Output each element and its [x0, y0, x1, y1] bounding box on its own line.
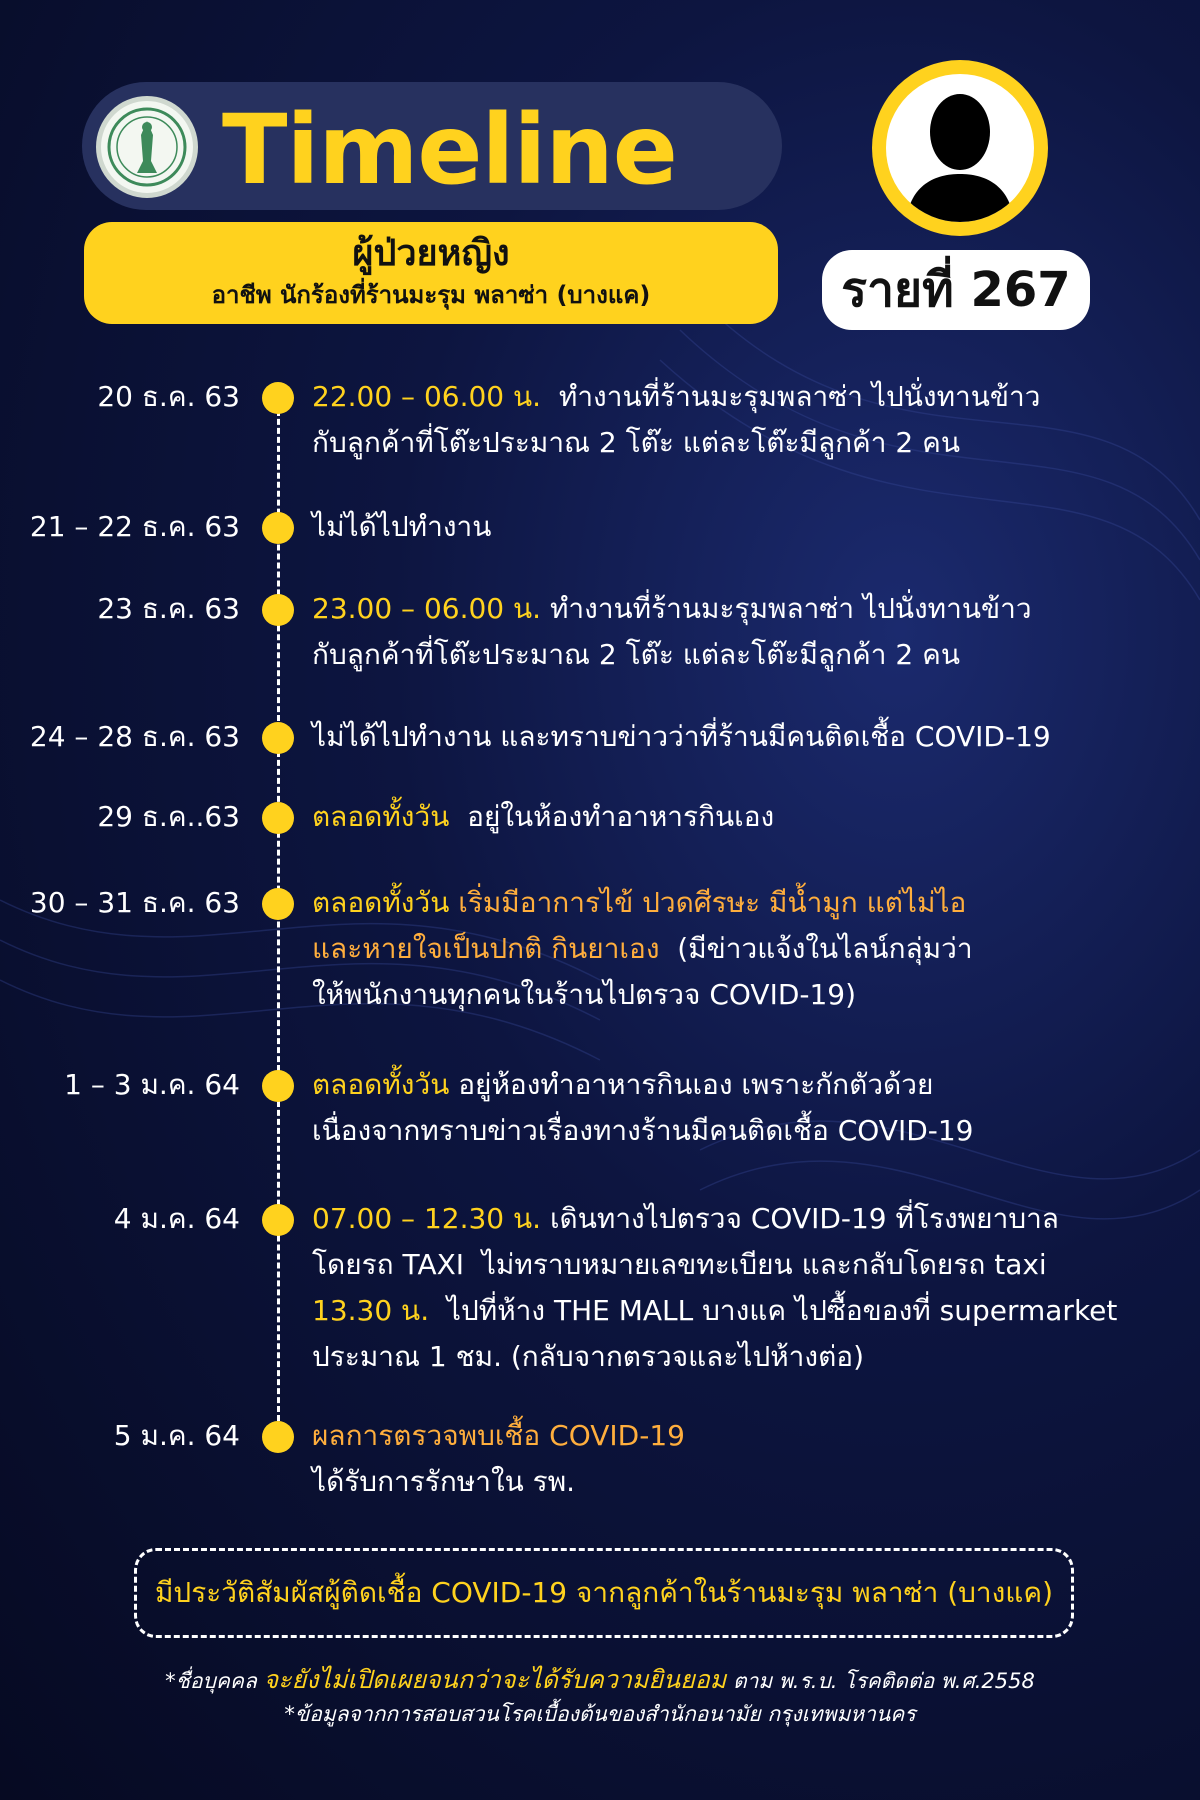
timeline-description: [312, 714, 1172, 760]
timeline-date: 24 – 28 ธ.ค. 63: [29, 720, 240, 753]
patient-gender: ผู้ป่วยหญิง: [352, 233, 510, 274]
timeline-description: [312, 374, 1172, 466]
timeline-line-text: 23.00 – 06.00 น. ทำงานที่ร้านมะรุมพลาซ่า ไปนั่งทานข้าว: [312, 592, 1032, 625]
privacy-note: *ชื่อบุคคล จะยังไม่เปิดเผยจนกว่าจะได้รับความยินยอม ตาม พ.ร.บ. โรคติดต่อ พ.ศ.2558: [165, 1665, 1035, 1694]
timeline-line-text: กับลูกค้าที่โต๊ะประมาณ 2 โต๊ะ แต่ละโต๊ะมีลูกค้า 2 คน: [312, 638, 960, 671]
timeline-line-text: ผลการตรวจพบเชื้อ COVID-19: [312, 1419, 685, 1452]
patient-info-box: [84, 222, 778, 324]
timeline-line-text: ได้รับการรักษาใน รพ.: [312, 1465, 576, 1498]
timeline-line-text: ให้พนักงานทุกคนในร้านไปตรวจ COVID-19): [312, 978, 857, 1011]
timeline-description: [312, 1196, 1172, 1380]
timeline-line-text: ตลอดทั้งวัน เริ่มมีอาการไข้ ปวดศีรษะ มีน้ำมูก แต่ไม่ไอ: [312, 886, 967, 919]
timeline-description: [312, 1413, 1172, 1505]
case-number-badge: รายที่ 267: [822, 250, 1090, 330]
timeline-date: 21 – 22 ธ.ค. 63: [29, 510, 240, 543]
timeline-line-text: เนื่องจากทราบข่าวเรื่องทางร้านมีคนติดเชื้อ COVID-19: [312, 1114, 974, 1147]
timeline-dot-icon: [262, 1421, 294, 1453]
timeline-dot-icon: [262, 888, 294, 920]
contact-history-box: มีประวัติสัมผัสผู้ติดเชื้อ COVID-19 จากลูกค้าในร้านมะรุม พลาซ่า (บางแค): [134, 1548, 1074, 1638]
page-title: Timeline: [222, 94, 677, 206]
timeline-date: 29 ธ.ค..63: [97, 800, 240, 833]
timeline-date: 4 ม.ค. 64: [113, 1202, 240, 1235]
patient-occupation: อาชีพ นักร้องที่ร้านมะรุม พลาซ่า (บางแค): [211, 281, 651, 309]
timeline-line-text: ตลอดทั้งวัน อยู่ห้องทำอาหารกินเอง เพราะกักตัวด้วย: [312, 1068, 934, 1101]
person-silhouette-icon: [886, 74, 1034, 222]
timeline-line-text: 22.00 – 06.00 น. ทำงานที่ร้านมะรุมพลาซ่า ไปนั่งทานข้าว: [312, 380, 1041, 413]
timeline-line-text: กับลูกค้าที่โต๊ะประมาณ 2 โต๊ะ แต่ละโต๊ะมีลูกค้า 2 คน: [312, 426, 960, 459]
timeline-description: [312, 586, 1172, 678]
timeline-description: [312, 1062, 1172, 1154]
timeline-dot-icon: [262, 1070, 294, 1102]
timeline-line-text: 07.00 – 12.30 น. เดินทางไปตรวจ COVID-19 ที่โรงพยาบาล: [312, 1202, 1059, 1235]
timeline-dot-icon: [262, 594, 294, 626]
timeline-line-text: ไม่ได้ไปทำงาน และทราบข่าวว่าที่ร้านมีคนติดเชื้อ COVID-19: [312, 720, 1051, 753]
source-note: *ข้อมูลจากการสอบสวนโรคเบื้องต้นของสำนักอนามัย กรุงเทพมหานคร: [284, 1702, 916, 1726]
timeline-dot-icon: [262, 382, 294, 414]
timeline-description: [312, 504, 1172, 550]
timeline-date: 20 ธ.ค. 63: [97, 380, 240, 413]
timeline-date: 30 – 31 ธ.ค. 63: [29, 886, 240, 919]
timeline-line-text: ตลอดทั้งวัน อยู่ในห้องทำอาหารกินเอง: [312, 800, 775, 833]
timeline-description: [312, 880, 1172, 1018]
timeline-description: [312, 794, 1172, 840]
timeline-date: 5 ม.ค. 64: [113, 1419, 240, 1452]
timeline-dot-icon: [262, 802, 294, 834]
timeline-line-text: ประมาณ 1 ชม. (กลับจากตรวจและไปห้างต่อ): [312, 1340, 865, 1373]
timeline-line-text: ไม่ได้ไปทำงาน: [312, 510, 492, 543]
timeline-line-text: 13.30 น. ไปที่ห้าง THE MALL บางแค ไปซื้อของที่ supermarket: [312, 1294, 1118, 1327]
timeline-dot-icon: [262, 512, 294, 544]
bma-seal-logo: [96, 96, 198, 198]
timeline-date: 1 – 3 ม.ค. 64: [64, 1068, 240, 1101]
avatar: [872, 60, 1048, 236]
timeline-line-text: โดยรถ TAXI ไม่ทราบหมายเลขทะเบียน และกลับโดยรถ taxi: [312, 1248, 1047, 1281]
timeline-dot-icon: [262, 722, 294, 754]
timeline-date: 23 ธ.ค. 63: [97, 592, 240, 625]
timeline-line-text: และหายใจเป็นปกติ กินยาเอง (มีข่าวแจ้งในไลน์กลุ่มว่า: [312, 932, 973, 965]
timeline-dot-icon: [262, 1204, 294, 1236]
